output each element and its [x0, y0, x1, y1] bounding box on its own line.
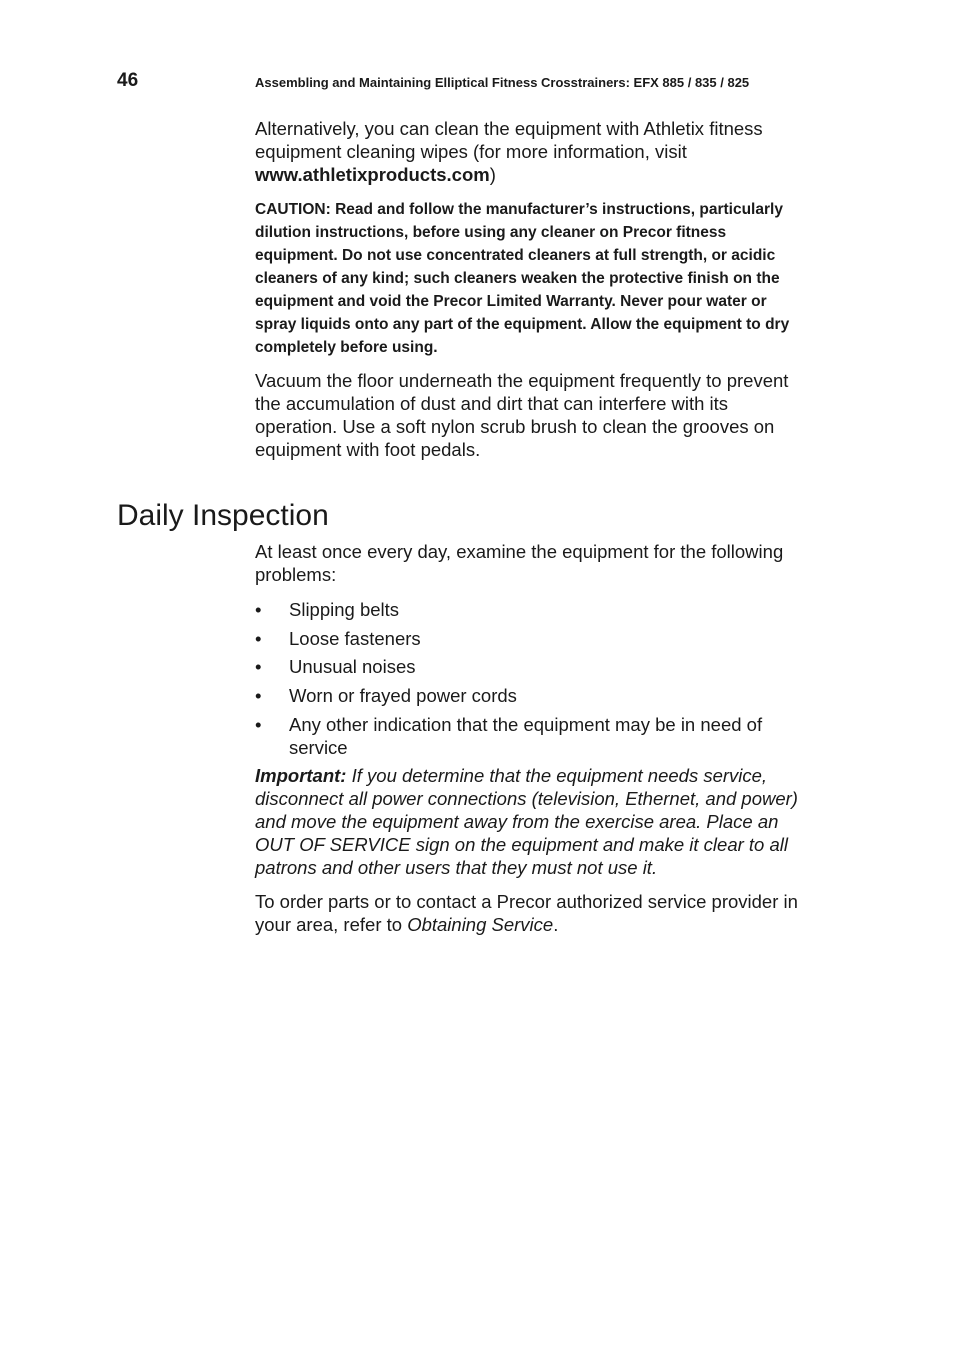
bullet-icon: • — [255, 656, 262, 678]
list-item — [255, 598, 800, 621]
list-item — [255, 684, 800, 707]
bullet-icon: • — [255, 599, 262, 620]
bullet-icon: • — [255, 627, 262, 649]
bullet-icon: • — [255, 685, 262, 707]
order-parts-text: To order parts or to contact a Precor authorized service provider in your area, refer to — [255, 891, 798, 935]
list-item — [255, 713, 800, 759]
inspection-intro-paragraph: At least once every day, examine the equipment for the following problems: — [255, 541, 784, 585]
list-item — [255, 627, 800, 650]
athletix-website-link[interactable]: www.athletixproducts.com — [255, 164, 490, 185]
list-item-text: Slipping belts — [289, 599, 400, 620]
list-item-text: Worn or frayed power cords — [289, 685, 517, 707]
section-heading-daily-inspection: Daily Inspection — [117, 499, 329, 532]
order-parts-end: . — [553, 914, 559, 935]
running-header: Assembling and Maintaining Elliptical Fitness Crosstrainers: EFX 885 / 835 / 825 — [255, 75, 750, 90]
list-item-text: Loose fasteners — [289, 627, 421, 649]
order-parts-paragraph — [255, 890, 800, 936]
list-item-text: Any other indication that the equipment may be in need of service — [289, 713, 763, 758]
important-text: If you determine that the equipment needs service, disconnect all power connections (television, Ethernet, and power) and move the equipment away from the exercise area. Place an OUT OF SERVICE sign on the equipment and make it clear to all patrons and other users that they must not use it. — [255, 765, 798, 878]
list-item — [255, 655, 800, 678]
cleaning-wipes-text: Alternatively, you can clean the equipment with Athletix fitness equipment cleaning wipes (for more information, visit — [255, 118, 763, 162]
vacuum-paragraph: Vacuum the floor underneath the equipment frequently to prevent the accumulation of dust and dirt that can interfere with its operation. Use a soft nylon scrub brush to clean the grooves on equipment with foot pedals. — [255, 370, 789, 460]
bullet-icon: • — [255, 713, 262, 735]
cleaning-wipes-paragraph — [255, 117, 800, 186]
caution-paragraph: CAUTION: Read and follow the manufacturer’s instructions, particularly dilution instructions, before using any cleaner on Precor fitness equipment. Do not use concentrated cleaners at full strength, or acidic cleaners of any kind; such cleaners weaken the protective finish on the equipment and void the Precor Limited Warranty. Never pour water or spray liquids onto any part of the equipment. Allow the equipment to dry completely before using. — [255, 201, 790, 356]
page-number: 46 — [117, 70, 139, 91]
list-item-text: Unusual noises — [289, 656, 416, 678]
important-label: Important: — [255, 765, 347, 786]
obtaining-service-reference: Obtaining Service — [407, 914, 554, 935]
problem-list — [255, 598, 800, 764]
important-note-paragraph — [255, 764, 800, 879]
cleaning-wipes-close: ) — [489, 164, 496, 185]
